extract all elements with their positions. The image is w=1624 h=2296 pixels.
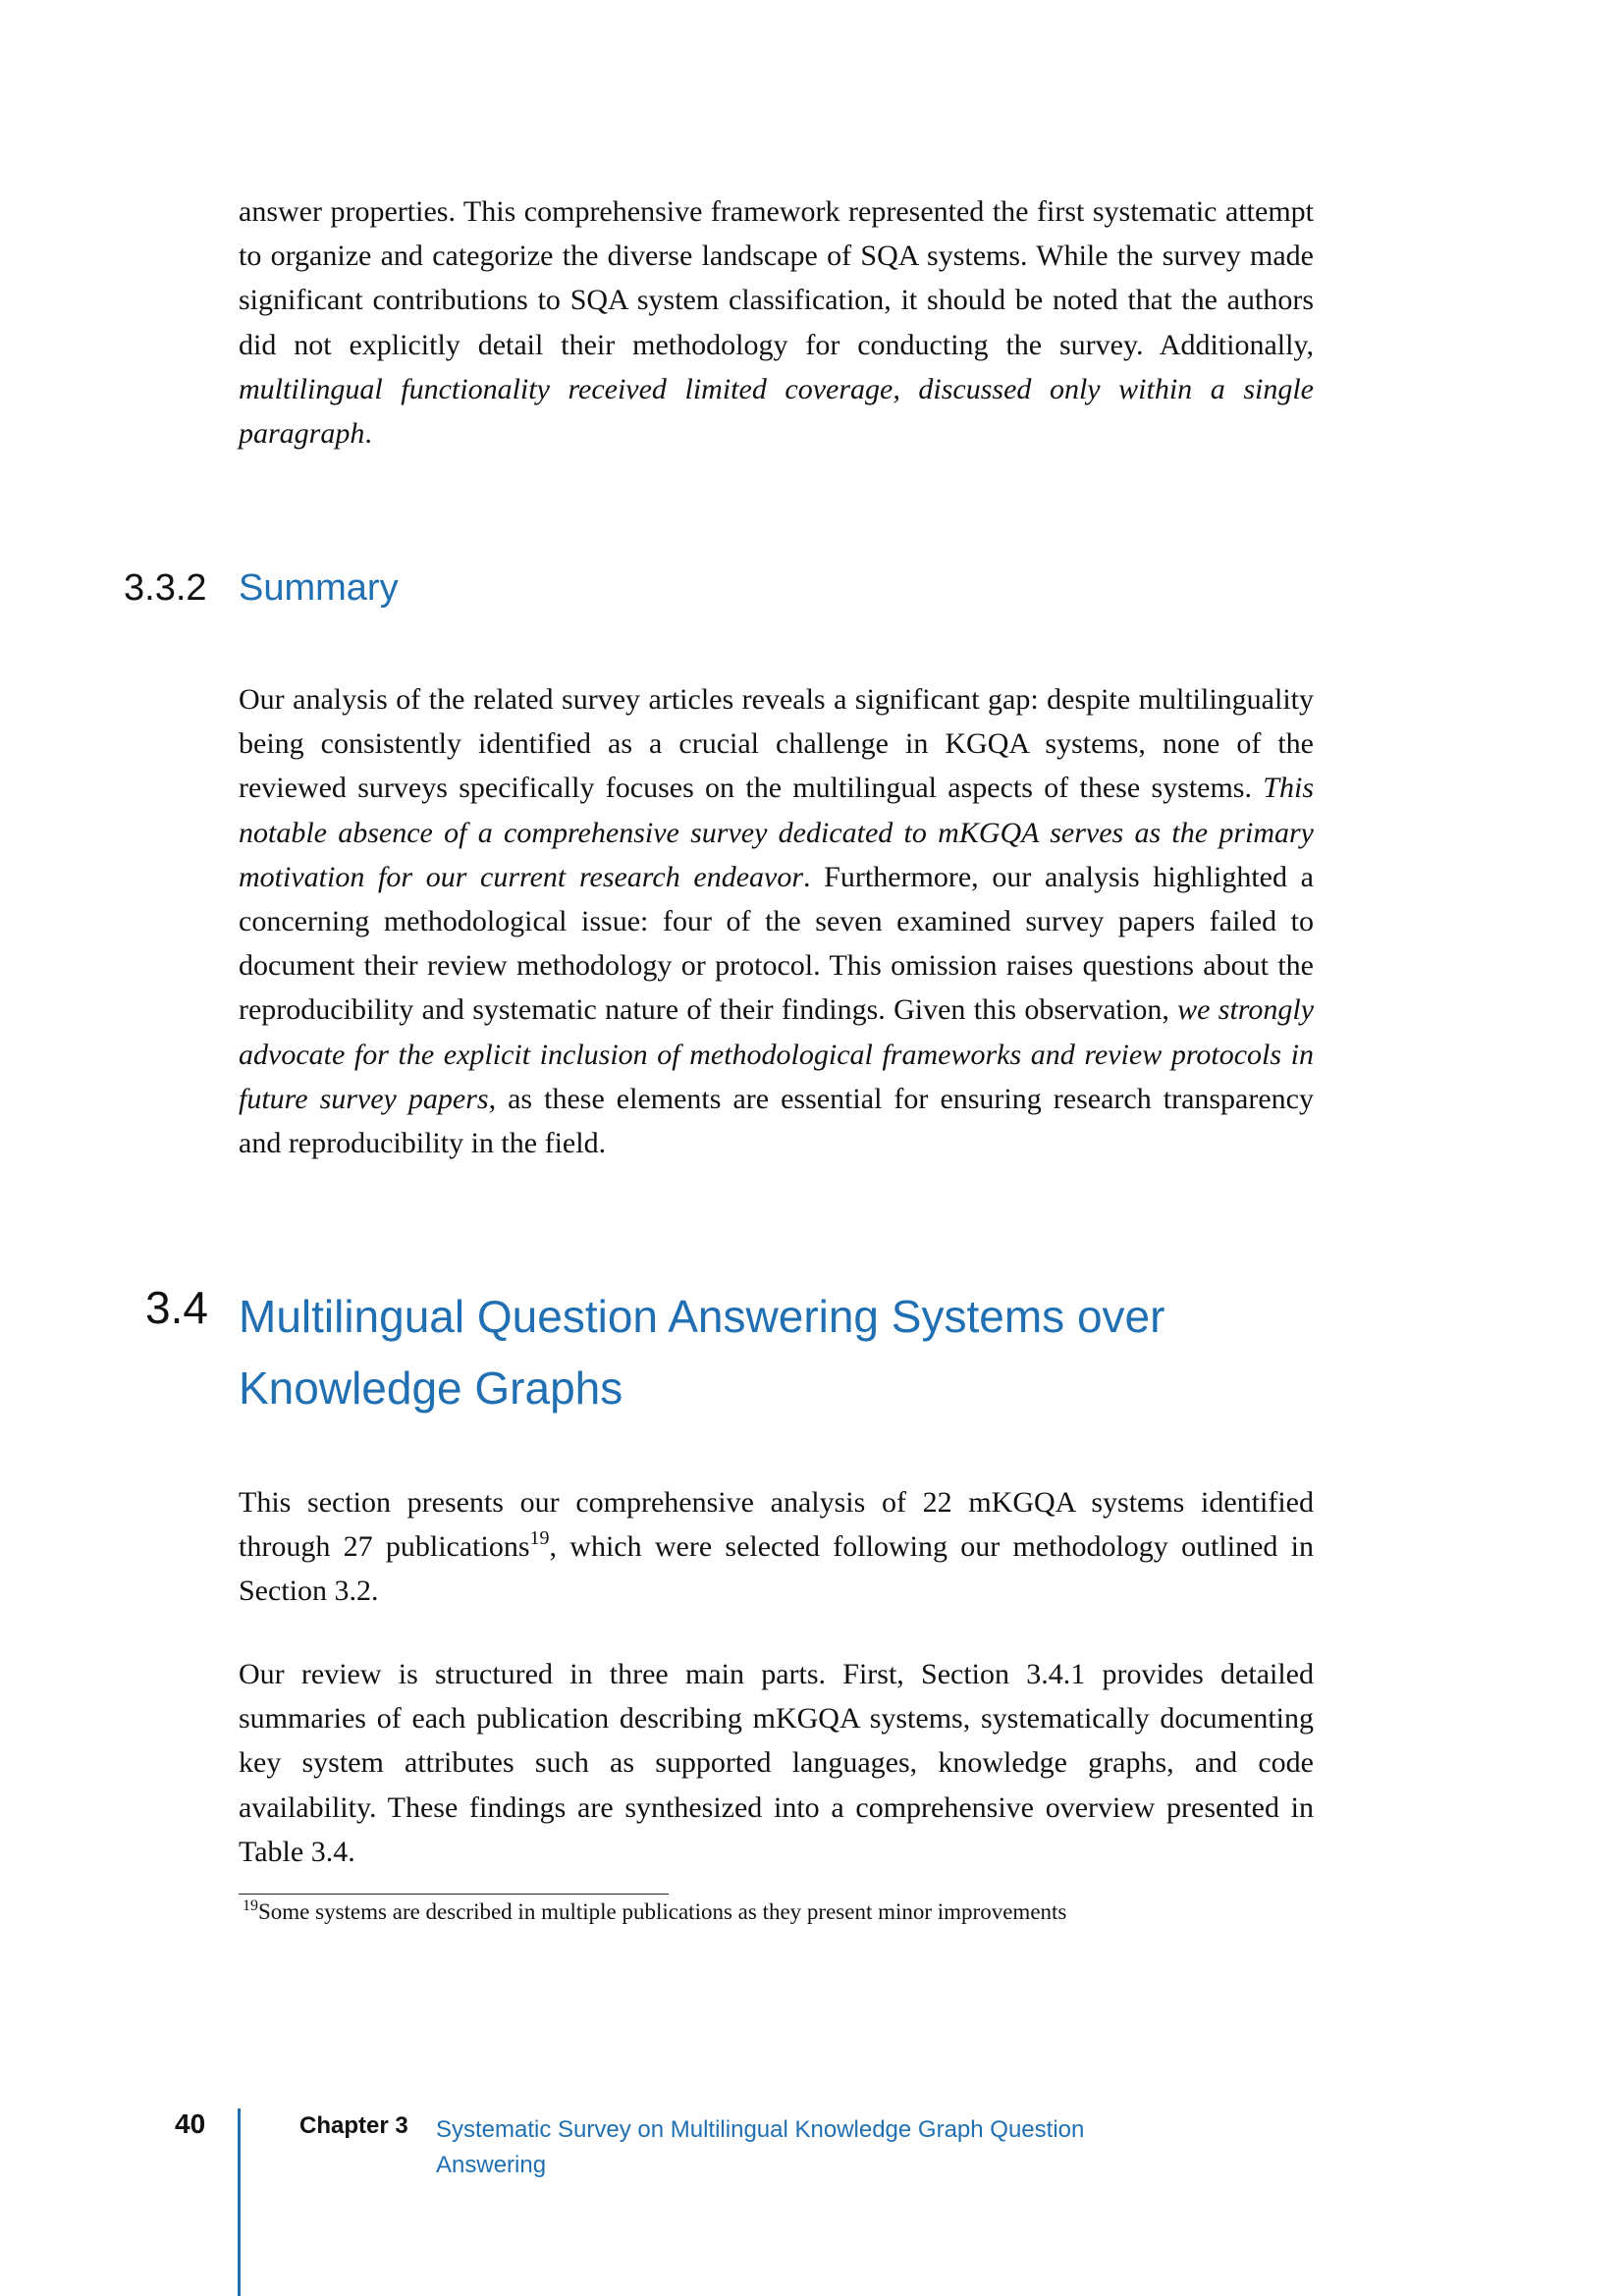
structure-paragraph: Our review is structured in three main parts. First, Section 3.4.1 provides detailed summaries of each publication describing mKGQA systems, systematically documenting key system attributes such as supported languages, knowledge graphs, and code availability. These findings are synthesized into a comprehensive overview presented in Table 3.4. xyxy=(239,1658,1314,1868)
footnote-number: 19 xyxy=(243,1897,258,1914)
intro-paragraph: answer properties. This comprehensive framework represented the first systematic attempt to organize and categorize the diverse landscape of SQA systems. While the survey made significant contributions to SQA system classification, it should be noted that the authors did not explicitly detail their methodology for conducting the survey. Additionally, multilingual functionality received limited coverage, discussed only within a single paragraph. xyxy=(239,195,1314,451)
intro-emphasis: multilingual functionality received limited coverage, discussed only within a single paragraph xyxy=(239,372,1314,451)
footnote-rule xyxy=(239,1894,669,1895)
footnote xyxy=(243,1897,1323,1927)
subsection-title: Summary xyxy=(239,567,399,609)
subsection-number: 3.3.2 xyxy=(124,567,207,609)
section-number: 3.4 xyxy=(145,1282,208,1333)
footnote-ref[interactable]: 19 xyxy=(529,1527,550,1550)
footer-rule xyxy=(238,2109,241,2296)
chapter-label: Chapter 3 xyxy=(299,2112,408,2139)
section-title xyxy=(239,1281,1164,1424)
page-number: 40 xyxy=(175,2109,206,2139)
summary-paragraph: Our analysis of the related survey articles reveals a significant gap: despite multilinguality being consistently identified as a crucial challenge in KGQA systems, none of the reviewed surveys specifically focuses on the multilingual aspects of these systems. This notable absence of a comprehensive survey dedicated to mKGQA serves as the primary motivation for our current research endeavor. Furthermore, our analysis highlighted a concerning methodological issue: four of the seven examined survey papers failed to document their review methodology or protocol. This omission raises questions about the reproducibility and systematic nature of their findings. Given this observation, we strongly advocate for the explicit inclusion of methodological frameworks and review protocols in future survey papers, as these elements are essential for ensuring research transparency and reproducibility in the field. xyxy=(239,683,1315,1160)
section-intro-paragraph: This section presents our comprehensive analysis of 22 mKGQA systems identified through 27 publications$^{19}$, which were selected following our methodology outlined in Section 3.2. xyxy=(239,1486,1314,1608)
chapter-title: Systematic Survey on Multilingual Knowledge Graph Question Answering xyxy=(436,2116,1085,2178)
section-title-line2: Knowledge Graphs xyxy=(239,1362,623,1414)
footnote-text: Some systems are described in multiple publications as they present minor improvements xyxy=(258,1899,1067,1924)
section-title-line1: Multilingual Question Answering Systems over xyxy=(239,1291,1165,1342)
